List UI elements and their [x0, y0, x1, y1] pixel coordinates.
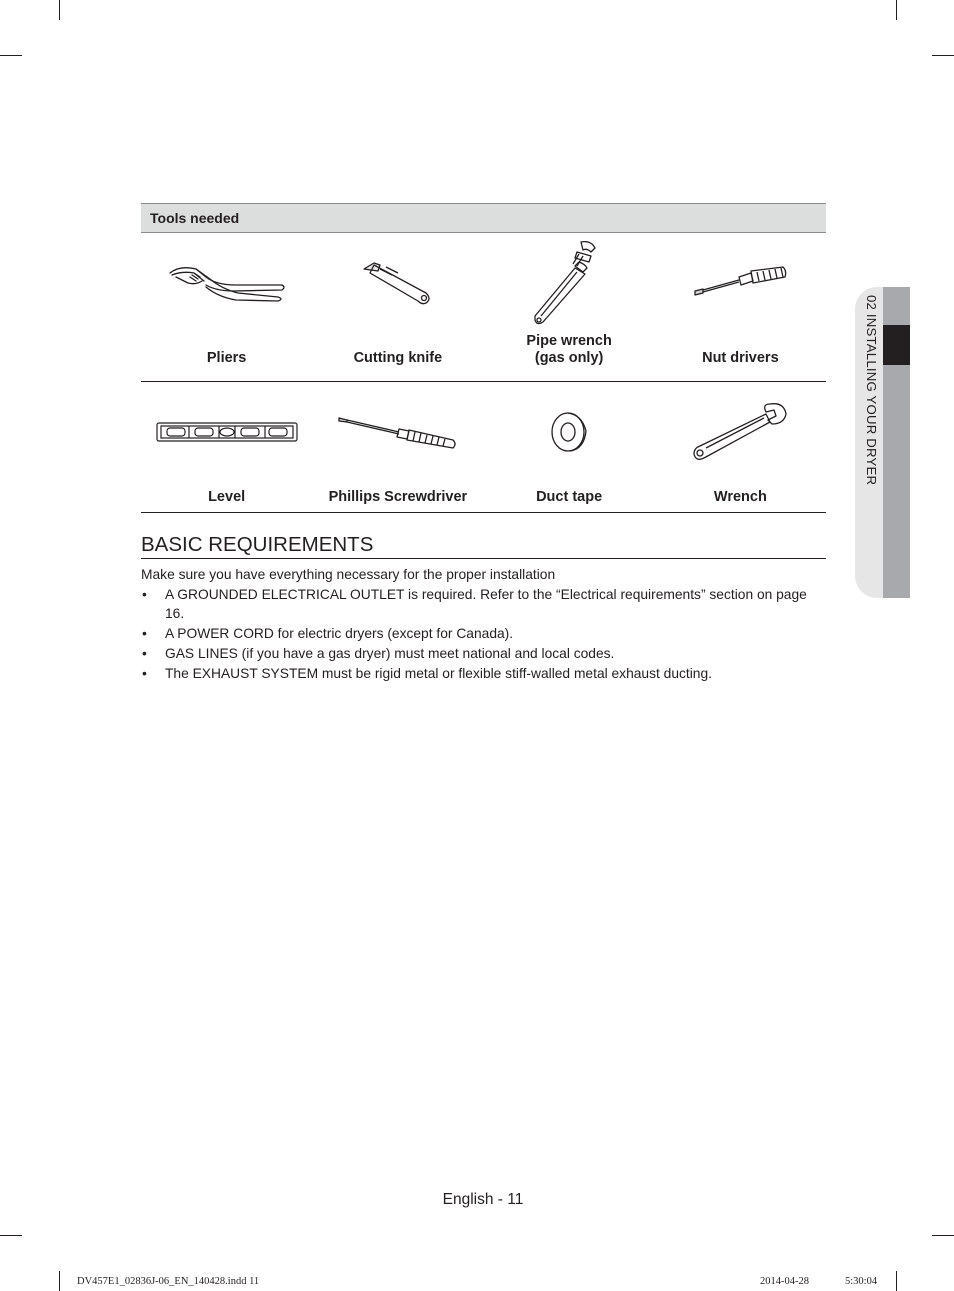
cross-reference-link[interactable]: Electrical requirements: [560, 587, 701, 602]
chapter-tab-label: 02 INSTALLING YOUR DRYER: [864, 295, 879, 486]
pipe-wrench-icon: [529, 238, 609, 328]
tool-label: Phillips Screwdriver: [328, 489, 468, 505]
tool-label: Wrench: [713, 489, 767, 505]
section-intro: Make sure you have everything necessary for the proper installation: [141, 567, 556, 582]
bullet: •: [142, 646, 147, 661]
bullet: •: [142, 626, 147, 641]
page-reference-link[interactable]: 16: [165, 606, 181, 621]
crop-mark: [0, 1235, 22, 1236]
wrench-icon: [690, 400, 790, 464]
tools-table: [141, 203, 826, 513]
requirements-list: [141, 585, 811, 684]
chapter-tab-marker: [883, 325, 910, 365]
section-title: BASIC REQUIREMENTS: [141, 532, 826, 559]
tools-table-header: Tools needed: [141, 203, 826, 233]
duct-tape-icon: [548, 409, 590, 455]
tool-cell-pipe-wrench: [484, 233, 655, 381]
print-slug-time: 5:30:04: [845, 1276, 878, 1287]
bullet: •: [142, 587, 147, 602]
list-item: • GAS LINES (if you have a gas dryer) must meet national and local codes.: [142, 646, 615, 661]
tools-row: [141, 233, 826, 382]
tool-label-note: (gas only): [534, 350, 604, 366]
tools-row: [141, 382, 826, 513]
bullet: •: [142, 666, 147, 681]
cutting-knife-icon: [360, 259, 436, 307]
tool-cell-pliers: [141, 233, 312, 381]
nut-driver-icon: [691, 265, 789, 301]
tool-cell-level: [141, 382, 312, 512]
tool-label: Pipe wrench: [526, 333, 612, 349]
tool-label: Cutting knife: [353, 350, 443, 366]
tool-label: Level: [208, 489, 246, 505]
tool-cell-phillips-screwdriver: [312, 382, 483, 512]
phillips-screwdriver-icon: [337, 414, 459, 450]
crop-mark: [896, 1271, 897, 1291]
list-item: • A POWER CORD for electric dryers (except for Canada).: [142, 626, 514, 641]
crop-mark: [932, 1235, 954, 1236]
tool-cell-nut-drivers: [655, 233, 826, 381]
print-slug-date: 2014-04-28: [760, 1276, 809, 1287]
print-slug-file: DV457E1_02836J-06_EN_140428.indd 11: [77, 1276, 260, 1287]
crop-mark: [59, 0, 60, 20]
crop-mark: [932, 55, 954, 56]
tool-label: Pliers: [206, 350, 247, 366]
tool-label: Nut drivers: [702, 350, 779, 366]
crop-mark: [896, 0, 897, 20]
crop-mark: [59, 1271, 60, 1291]
tool-cell-cutting-knife: [312, 233, 483, 381]
list-item: • The EXHAUST SYSTEM must be rigid metal or flexible stiff-walled metal exhaust ducting.: [142, 666, 712, 681]
tool-cell-duct-tape: [484, 382, 655, 512]
chapter-tab: [855, 287, 910, 598]
tool-label: Duct tape: [536, 489, 603, 505]
crop-mark: [0, 55, 22, 56]
tool-cell-wrench: [655, 382, 826, 512]
level-icon: [155, 420, 299, 444]
list-item: • A GROUNDED ELECTRICAL OUTLET is required. Refer to the “Electrical requirements” section on page 16.: [142, 587, 807, 621]
page-number: English - 11: [442, 1191, 524, 1208]
pliers-icon: [166, 263, 288, 303]
